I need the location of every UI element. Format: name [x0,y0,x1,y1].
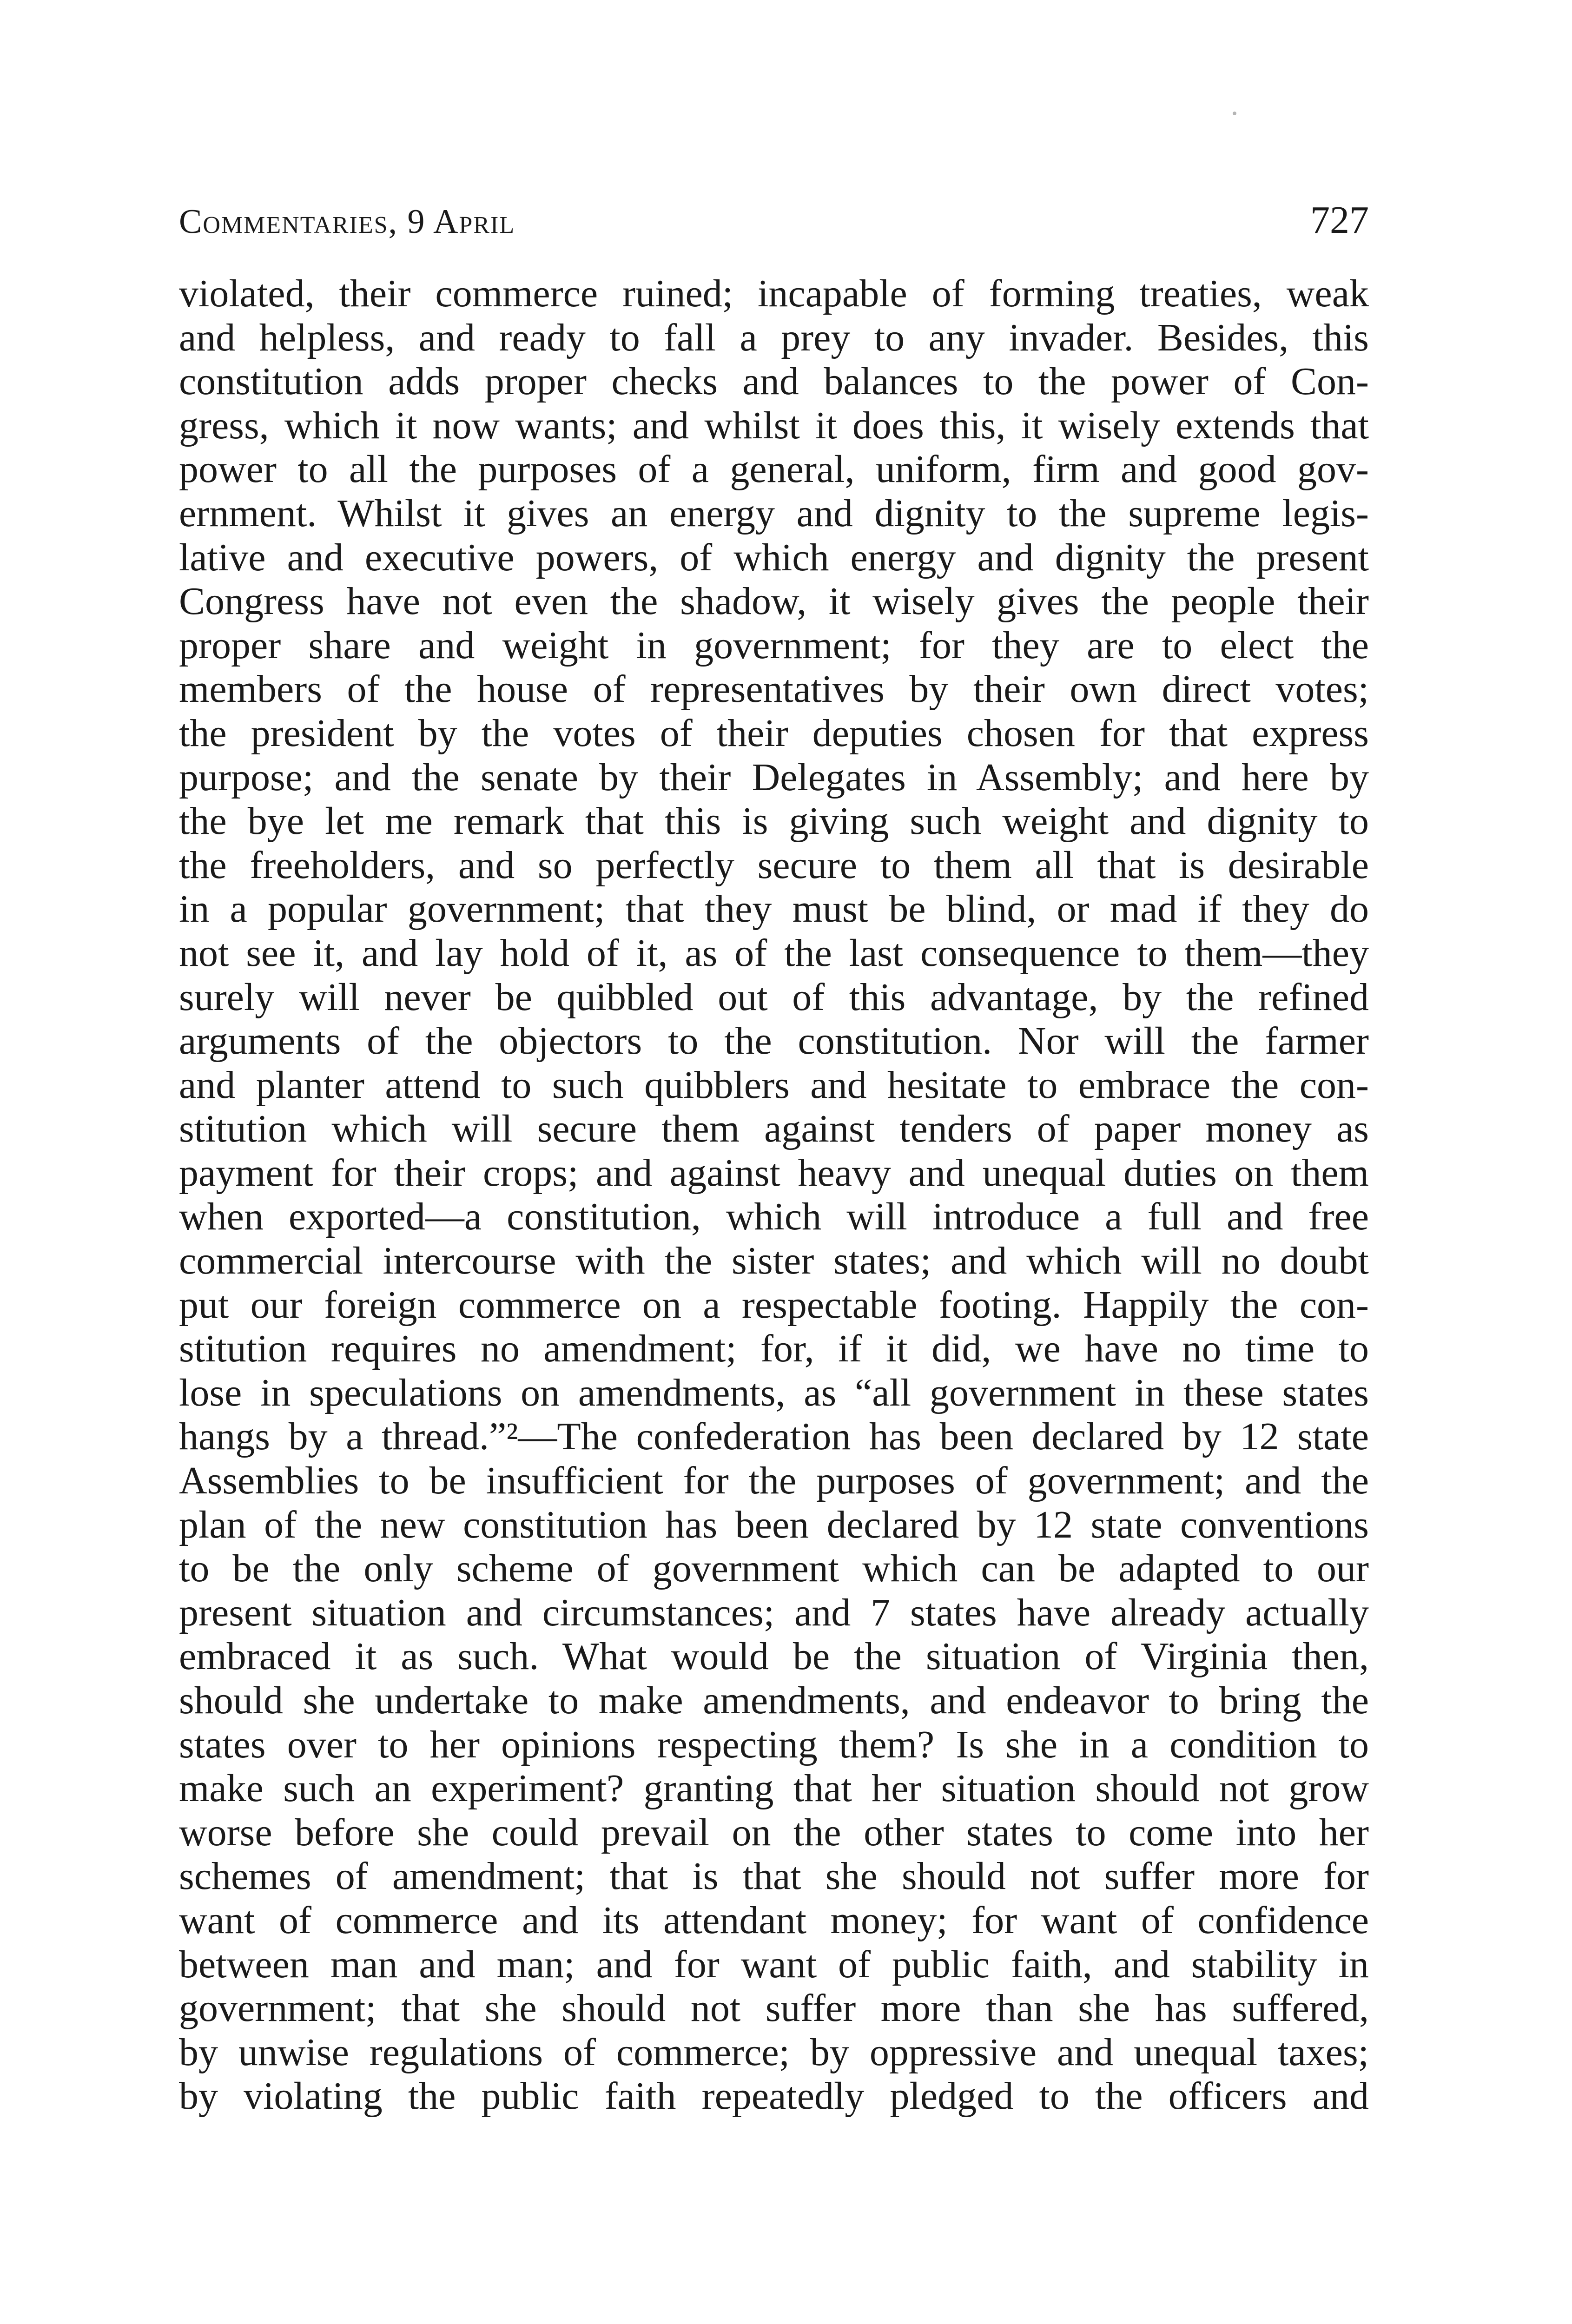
text-line: payment for their crops; and against heavy and unequal duties on them [179,1151,1369,1195]
text-line: worse before she could prevail on the other states to come into her [179,1810,1369,1854]
text-line: ernment. Whilst it gives an energy and dignity to the supreme legis- [179,491,1369,535]
text-line: proper share and weight in government; for they are to elect the [179,623,1369,667]
text-line: violated, their commerce ruined; incapable of forming treaties, weak [179,272,1369,315]
text-line: plan of the new constitution has been declared by 12 state conventions [179,1503,1369,1546]
text-line: put our foreign commerce on a respectable footing. Happily the con- [179,1283,1369,1327]
text-line: government; that she should not suffer more than she has suffered, [179,1987,1369,2030]
text-line: want of commerce and its attendant money; for want of confidence [179,1898,1369,1942]
text-line: should she undertake to make amendments, and endeavor to bring the [179,1679,1369,1722]
text-line: and planter attend to such quibblers and hesitate to embrace the con- [179,1063,1369,1107]
text-line: surely will never be quibbled out of this advantage, by the refined [179,975,1369,1019]
text-line: Assemblies to be insufficient for the purposes of government; and the [179,1459,1369,1503]
page-header [179,193,1369,244]
text-line: lative and executive powers, of which energy and dignity the present [179,535,1369,579]
text-line: the freeholders, and so perfectly secure to them all that is desirable [179,843,1369,887]
text-line: present situation and circumstances; and 7 states have already actually [179,1591,1369,1634]
text-line: between man and man; and for want of public faith, and stability in [179,1942,1369,1986]
text-line: in a popular government; that they must be blind, or mad if they do [179,887,1369,931]
text-line: not see it, and lay hold of it, as of the last consequence to them—they [179,931,1369,975]
text-line: and helpless, and ready to fall a prey to any invader. Besides, this [179,316,1369,359]
text-line: arguments of the objectors to the constitution. Nor will the farmer [179,1019,1369,1063]
text-line: constitution adds proper checks and balances to the power of Con- [179,360,1369,403]
text-line: when exported—a constitution, which will introduce a full and free [179,1195,1369,1239]
text-line: gress, which it now wants; and whilst it does this, it wisely extends that [179,403,1369,447]
text-line: Congress have not even the shadow, it wisely gives the people their [179,580,1369,623]
text-line: to be the only scheme of government which can be adapted to our [179,1547,1369,1591]
text-line: schemes of amendment; that is that she should not suffer more for [179,1855,1369,1898]
text-line: by violating the public faith repeatedly pledged to the officers and [179,2074,1369,2118]
text-line: commercial intercourse with the sister states; and which will no doubt [179,1239,1369,1283]
running-head: Commentaries, 9 April [179,203,515,241]
text-line: lose in speculations on amendments, as “all government in these states [179,1371,1369,1414]
text-line: embraced it as such. What would be the situation of Virginia then, [179,1635,1369,1678]
text-line: hangs by a thread.”²—The confederation has been declared by 12 state [179,1415,1369,1459]
page-number: 727 [1310,198,1369,242]
text-line: stitution requires no amendment; for, if it did, we have no time to [179,1327,1369,1371]
text-line: by unwise regulations of commerce; by oppressive and unequal taxes; [179,2030,1369,2074]
text-line: the president by the votes of their deputies chosen for that express [179,711,1369,755]
body-text [179,272,1369,2119]
text-line: stitution which will secure them against tenders of paper money as [179,1107,1369,1151]
text-line: make such an experiment? granting that her situation should not grow [179,1767,1369,1810]
text-line: power to all the purposes of a general, uniform, firm and good gov- [179,448,1369,491]
text-line: the bye let me remark that this is giving such weight and dignity to [179,799,1369,843]
text-line: members of the house of representatives by their own direct votes; [179,667,1369,711]
text-line: purpose; and the senate by their Delegates in Assembly; and here by [179,755,1369,799]
text-line: states over to her opinions respecting them? Is she in a condition to [179,1723,1369,1766]
paper-speck [1233,112,1236,115]
